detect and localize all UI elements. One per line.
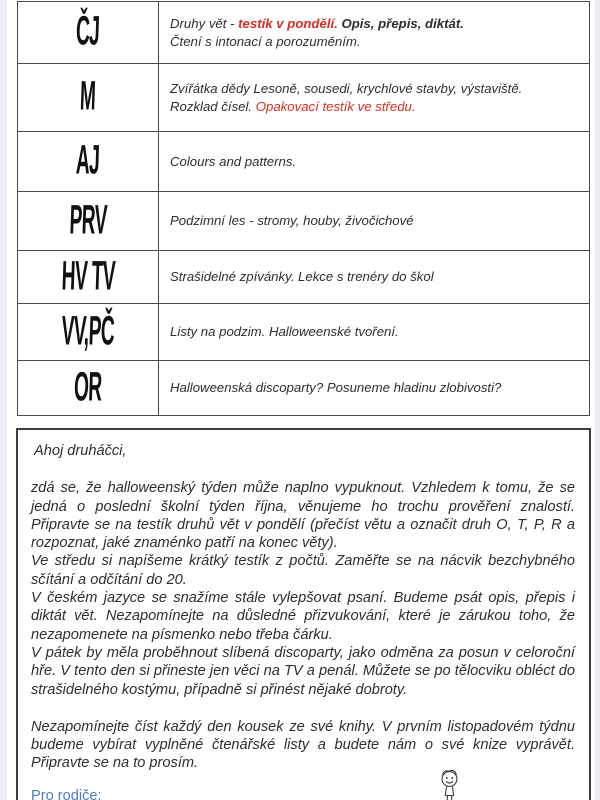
subject-cell	[18, 64, 159, 132]
subject-cell	[18, 361, 159, 416]
description-line	[170, 98, 581, 116]
schedule-row	[18, 361, 590, 416]
description-segment: Colours and patterns.	[170, 153, 297, 169]
schedule-row	[18, 2, 590, 64]
letter-paragraphs	[31, 479, 575, 699]
schedule-row	[18, 132, 590, 192]
description-segment: Halloweenská discoparty? Posuneme hladinu zlobivosti?	[170, 380, 502, 395]
description-segment: Druhy vět -	[170, 15, 239, 31]
subject-cell	[18, 192, 159, 251]
description-segment: Čtení s intonací a porozuměním.	[170, 33, 361, 49]
description-segment: Strašidelné zpívánky. Lekce s trenéry do škol	[170, 269, 434, 284]
subject-description	[159, 64, 590, 132]
subject-label: M	[79, 74, 97, 120]
parents-section-label: Pro rodiče:	[31, 787, 102, 800]
page-margin-left	[0, 0, 7, 800]
letter-greeting: Ahoj druháčci,	[34, 443, 127, 459]
description-line	[170, 33, 581, 51]
subject-label: VV,PČ	[61, 308, 115, 355]
subject-description	[159, 361, 590, 416]
subject-label: PRV	[68, 197, 108, 244]
description-segment: Listy na podzim. Halloweenské tvoření.	[170, 324, 399, 339]
subject-cell	[18, 2, 159, 64]
page-margin-right	[595, 0, 600, 800]
subject-label: AJ	[75, 138, 101, 184]
subject-cell	[18, 132, 159, 192]
subject-description	[159, 192, 590, 251]
letter-paragraph: zdá se, že halloweenský týden může naplno vypuknout. Vzhledem k tomu, že se jedná o poslední školní týden října, věnujeme ho trochu prověření znalostí. Připravte se na testík druhů vět v pondělí (přečíst větu a označit druh O, T, P, R a rozpoznat, jaké znaménko patří na konec věty).	[31, 480, 575, 552]
letter-paragraph: Ve středu si napíšeme krátký testík z počtů. Zaměřte se na nácvik bezchybného sčítání a odčítání do 20.	[31, 553, 575, 588]
description-line	[170, 153, 581, 171]
subject-label: HV TV	[60, 253, 116, 300]
subject-cell	[18, 251, 159, 304]
letter-paragraph: V pátek by měla proběhnout slíbená discoparty, jako odměna za posun v celoroční hře. V tento den si přineste jen věci na TV a penál. Můžete se po tělocviku obléct do strašidelného kostýmu, případně si přinést nějaké dobroty.	[31, 644, 575, 698]
smiley-person-doodle-icon	[436, 768, 463, 800]
description-line	[170, 379, 581, 397]
description-line	[170, 80, 581, 98]
description-line	[170, 212, 581, 230]
schedule-row	[18, 192, 590, 251]
subject-description	[159, 251, 590, 304]
subject-label: ČJ	[75, 9, 101, 55]
description-segment: Opis, přepis, diktát.	[337, 15, 464, 31]
letter-closing-paragraph: Nezapomínejte číst každý den kousek ze své knihy. V prvním listopadovém týdnu budeme vybírat vyplněné čtenářské listy a budete nám o své knize vyprávět. Připravte se na to prosím.	[31, 718, 575, 772]
schedule-row	[18, 304, 590, 361]
description-segment: Opakovací testík ve středu.	[255, 98, 416, 114]
description-line	[170, 268, 581, 286]
description-segment: Rozklad čísel.	[170, 98, 256, 114]
description-segment: Podzimní les - stromy, houby, živočichové	[170, 213, 414, 228]
subject-description	[159, 132, 590, 192]
description-line	[170, 323, 581, 341]
weekly-plan-table-body	[18, 2, 590, 416]
description-segment: Zvířátka dědy Lesoně, sousedi, krychlové stavby, výstaviště.	[170, 80, 523, 96]
weekly-plan-table	[17, 1, 590, 416]
letter-box	[16, 428, 591, 800]
subject-description	[159, 2, 590, 64]
subject-cell	[18, 304, 159, 361]
letter-paragraph: V českém jazyce se snažíme stále vylepšovat psaní. Budeme psát opis, přepis i diktát vět. Nezapomínejte na důsledné přizvukování, které je zárukou toho, že nezapomenete na písmenko nebo třeba čárku.	[31, 590, 575, 643]
schedule-row	[18, 64, 590, 132]
subject-label: OR	[73, 364, 103, 411]
subject-description	[159, 304, 590, 361]
description-segment: testík v pondělí.	[238, 15, 338, 31]
schedule-row	[18, 251, 590, 304]
description-line	[170, 15, 581, 33]
